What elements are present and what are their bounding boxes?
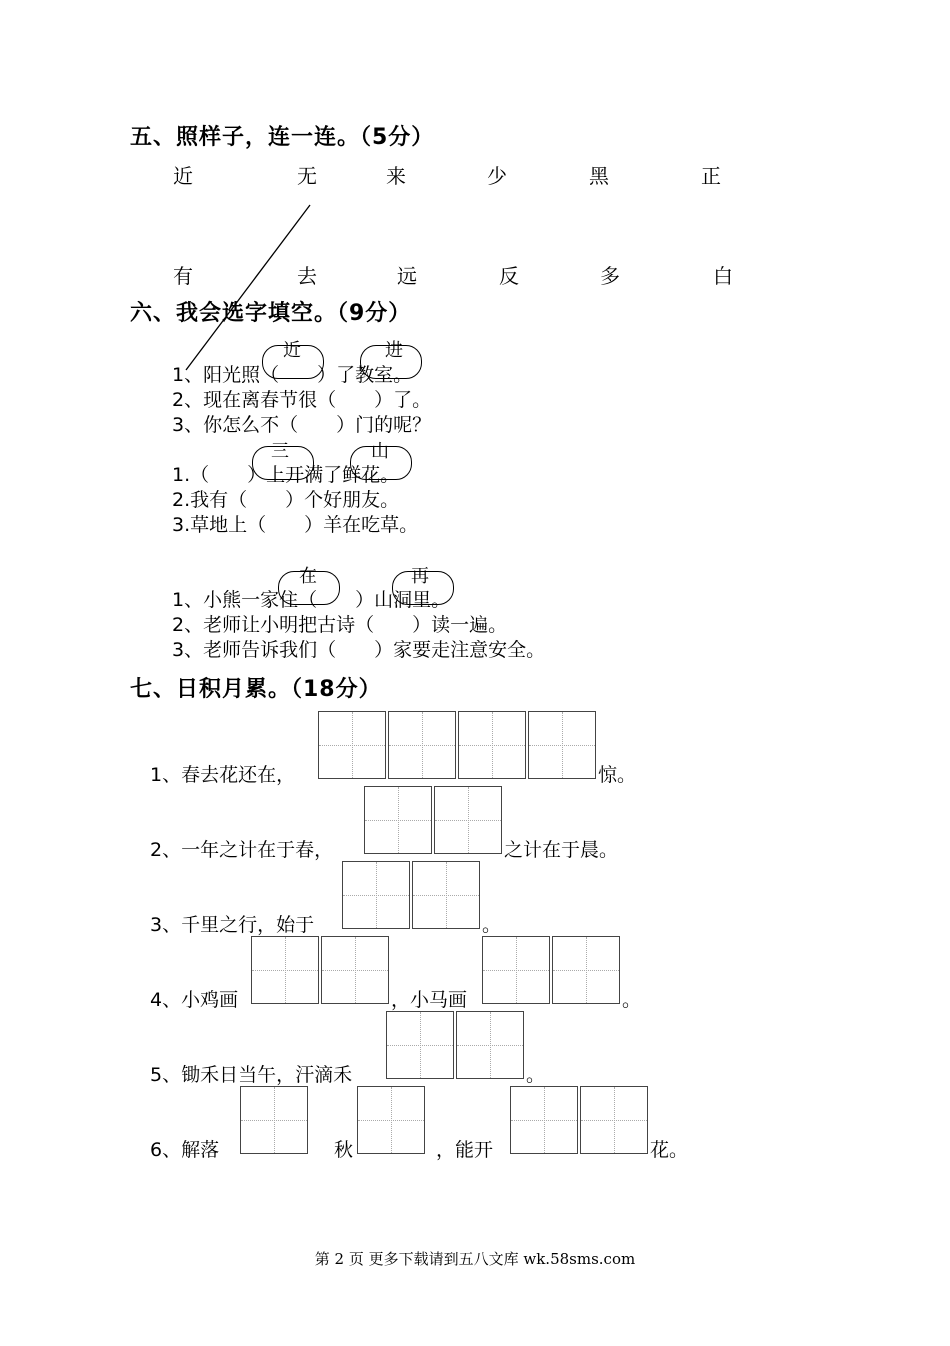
top-word: 少 [487, 164, 507, 188]
fill-sentence: 1、小熊一家住（ ）山洞里。 [172, 589, 451, 611]
page-footer: 第 2 页 更多下载请到五八文库 wk.58sms.com [314, 1250, 636, 1268]
poem-line-middle: ，小马画 [391, 989, 468, 1011]
section7-heading: 七、日积月累。（18分） [130, 677, 382, 702]
option-char: 再 [411, 566, 429, 587]
writing-grid-box[interactable] [240, 1086, 308, 1154]
poem-line-middle: 秋 [334, 1139, 354, 1161]
writing-grid-box[interactable] [458, 711, 526, 779]
writing-grid-box[interactable] [456, 1011, 524, 1079]
writing-grid-box[interactable] [251, 936, 319, 1004]
fill-sentence: 3.草地上（ ）羊在吃草。 [172, 514, 419, 536]
writing-grid-box[interactable] [482, 936, 550, 1004]
poem-line-prefix: 1、春去花还在， [150, 764, 296, 786]
section5-heading: 五、照样子，连一连。（5分） [130, 125, 435, 150]
poem-line-suffix: 。 [526, 1064, 546, 1086]
poem-line-prefix: 2、一年之计在于春， [150, 839, 334, 861]
fill-sentence: 3、老师告诉我们（ ）家要走注意安全。 [172, 639, 546, 661]
option-char: 在 [299, 566, 317, 587]
poem-line-prefix: 4、小鸡画 [150, 989, 239, 1011]
poem-line-prefix: 3、千里之行，始于 [150, 914, 315, 936]
writing-grid-box[interactable] [321, 936, 389, 1004]
section6-heading: 六、我会选字填空。（9分） [130, 301, 412, 326]
bottom-word: 多 [600, 264, 620, 288]
option-char: 三 [271, 441, 289, 462]
fill-sentence: 2、现在离春节很（ ）了。 [172, 389, 432, 411]
poem-line-suffix: 之计在于晨。 [504, 839, 619, 861]
bottom-word: 反 [499, 264, 519, 288]
poem-line-suffix: 。 [622, 989, 642, 1011]
writing-grid-box[interactable] [510, 1086, 578, 1154]
option-char: 进 [385, 340, 403, 361]
poem-line-suffix: 。 [482, 914, 502, 936]
example-connect-line [0, 0, 950, 400]
poem-line-suffix: 花。 [650, 1139, 689, 1161]
fill-sentence: 2.我有（ ）个好朋友。 [172, 489, 400, 511]
writing-grid-box[interactable] [318, 711, 386, 779]
writing-grid-box[interactable] [412, 861, 480, 929]
top-word: 来 [386, 164, 406, 188]
top-word: 黑 [589, 164, 609, 188]
top-word: 近 [173, 164, 193, 188]
poem-line-prefix: 6、解落 [150, 1139, 220, 1161]
writing-grid-box[interactable] [552, 936, 620, 1004]
writing-grid-box[interactable] [386, 1011, 454, 1079]
writing-grid-box[interactable] [388, 711, 456, 779]
option-char: 山 [371, 441, 389, 462]
writing-grid-box[interactable] [434, 786, 502, 854]
writing-grid-box[interactable] [357, 1086, 425, 1154]
bottom-word: 去 [297, 264, 317, 288]
poem-line-suffix: 惊。 [598, 764, 637, 786]
bottom-word: 白 [713, 264, 733, 288]
fill-sentence: 3、你怎么不（ ）门的呢？ [172, 414, 432, 436]
top-word: 无 [297, 164, 317, 188]
option-char: 近 [283, 340, 301, 361]
fill-sentence: 2、老师让小明把古诗（ ）读一遍。 [172, 614, 508, 636]
bottom-word: 有 [173, 264, 193, 288]
poem-line-prefix: 5、锄禾日当午，汗滴禾 [150, 1064, 353, 1086]
writing-grid-box[interactable] [580, 1086, 648, 1154]
bottom-word: 远 [397, 264, 417, 288]
fill-sentence: 1.（ ）上开满了鲜花。 [172, 464, 400, 486]
writing-grid-box[interactable] [342, 861, 410, 929]
top-word: 正 [701, 164, 721, 188]
poem-line-middle: ，能开 [436, 1139, 494, 1161]
writing-grid-box[interactable] [528, 711, 596, 779]
fill-sentence: 1、阳光照（ ）了教室。 [172, 364, 413, 386]
writing-grid-box[interactable] [364, 786, 432, 854]
